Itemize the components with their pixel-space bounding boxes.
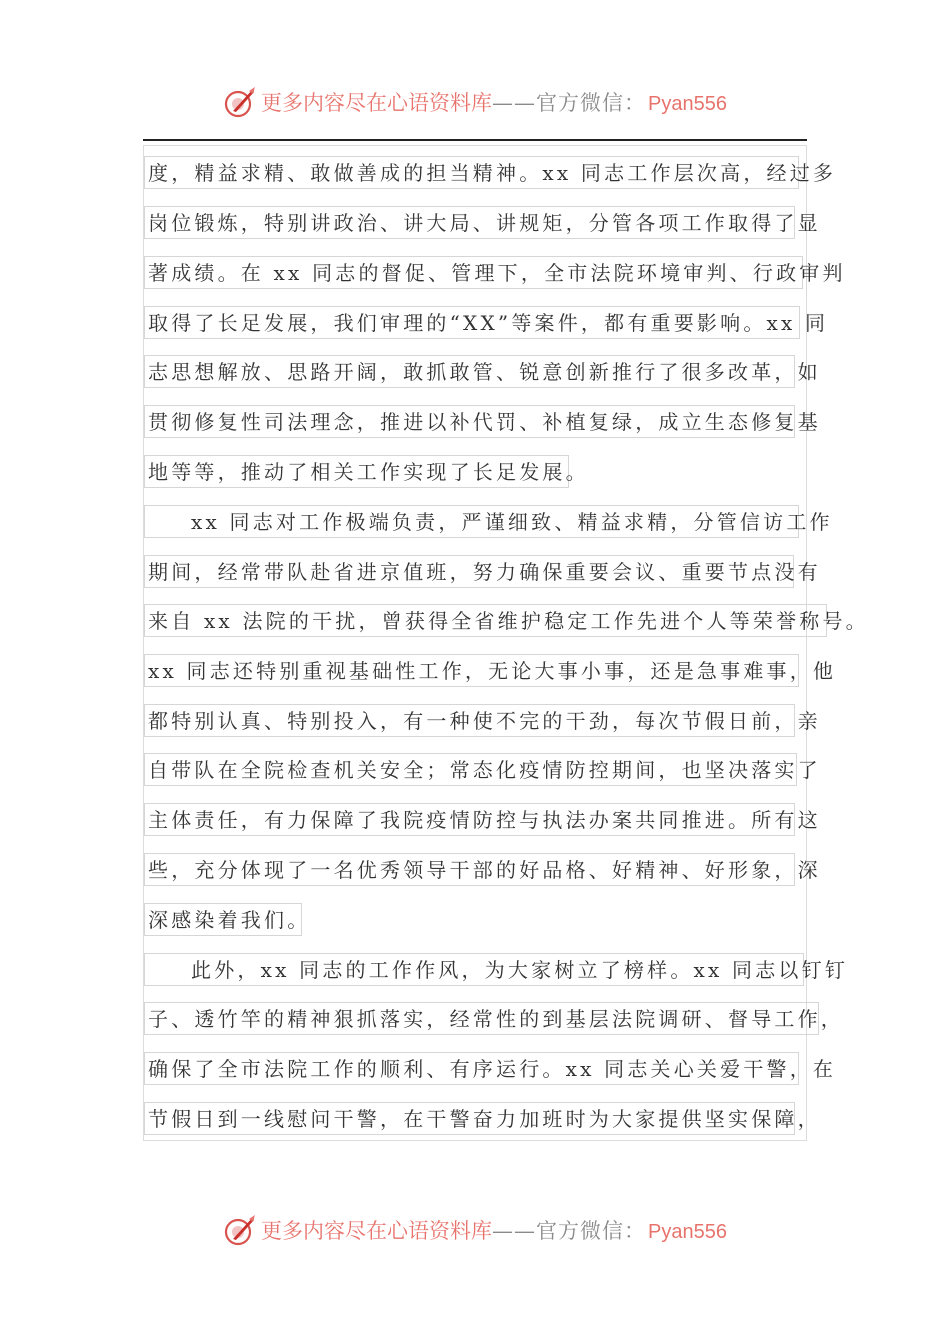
body-line: 期间，经常带队赴省进京值班，努力确保重要会议、重要节点没有 xyxy=(144,555,794,588)
quill-pen-logo-icon xyxy=(223,85,257,119)
body-line: 深感染着我们。 xyxy=(144,903,302,936)
header-site-text: 更多内容尽在心语资料库 xyxy=(261,91,493,115)
footer-separator: —— xyxy=(492,1219,537,1243)
body-line: 取得了长足发展，我们审理的“XX”等案件，都有重要影响。xx 同 xyxy=(144,306,800,339)
body-line: 岗位锻炼，特别讲政治、讲大局、讲规矩，分管各项工作取得了显 xyxy=(144,206,795,239)
quill-pen-logo-icon xyxy=(223,1213,257,1247)
header-rule xyxy=(143,139,807,141)
header-separator: —— xyxy=(492,91,537,115)
body-line: 主体责任，有力保障了我院疫情防控与执法办案共同推进。所有这 xyxy=(144,803,795,836)
body-line: xx 同志对工作极端负责，严谨细致、精益求精，分管信访工作 xyxy=(144,505,799,538)
body-line: 度，精益求精、敢做善成的担当精神。xx 同志工作层次高，经过多 xyxy=(144,156,799,189)
footer-text xyxy=(261,1215,727,1245)
body-line: 来自 xx 法院的干扰，曾获得全省维护稳定工作先进个人等荣誉称号。 xyxy=(144,604,827,637)
body-line: 著成绩。在 xx 同志的督促、管理下，全市法院环境审判、行政审判 xyxy=(144,256,803,289)
body-line: 志思想解放、思路开阔，敢抓敢管、锐意创新推行了很多改革，如 xyxy=(144,355,795,388)
body-line: xx 同志还特别重视基础性工作，无论大事小事，还是急事难事，他 xyxy=(144,654,799,687)
footer-wechat-label: 官方微信： xyxy=(536,1219,647,1243)
footer-banner xyxy=(0,1210,950,1250)
body-line: 确保了全市法院工作的顺利、有序运行。xx 同志关心关爱干警，在 xyxy=(144,1052,799,1085)
body-line: 些，充分体现了一名优秀领导干部的好品格、好精神、好形象，深 xyxy=(144,853,795,886)
body-line: 都特别认真、特别投入，有一种使不完的干劲，每次节假日前，亲 xyxy=(144,704,795,737)
body-line: 子、透竹竿的精神狠抓落实，经常性的到基层法院调研、督导工作， xyxy=(144,1002,819,1035)
body-line: 地等等，推动了相关工作实现了长足发展。 xyxy=(144,455,569,488)
header-text xyxy=(261,87,727,117)
body-line: 此外，xx 同志的工作作风，为大家树立了榜样。xx 同志以钉钉 xyxy=(144,953,804,986)
body-line: 节假日到一线慰问干警，在干警奋力加班时为大家提供坚实保障， xyxy=(144,1102,795,1135)
text-frame xyxy=(143,145,807,1141)
footer-wechat-id: Pyan556 xyxy=(648,1221,727,1243)
body-line: 贯彻修复性司法理念，推进以补代罚、补植复绿，成立生态修复基 xyxy=(144,405,795,438)
header-wechat-label: 官方微信： xyxy=(536,91,647,115)
footer-site-text: 更多内容尽在心语资料库 xyxy=(261,1219,493,1243)
header-banner xyxy=(0,82,950,122)
body-line: 自带队在全院检查机关安全；常态化疫情防控期间，也坚决落实了 xyxy=(144,753,797,786)
header-wechat-id: Pyan556 xyxy=(648,93,727,115)
